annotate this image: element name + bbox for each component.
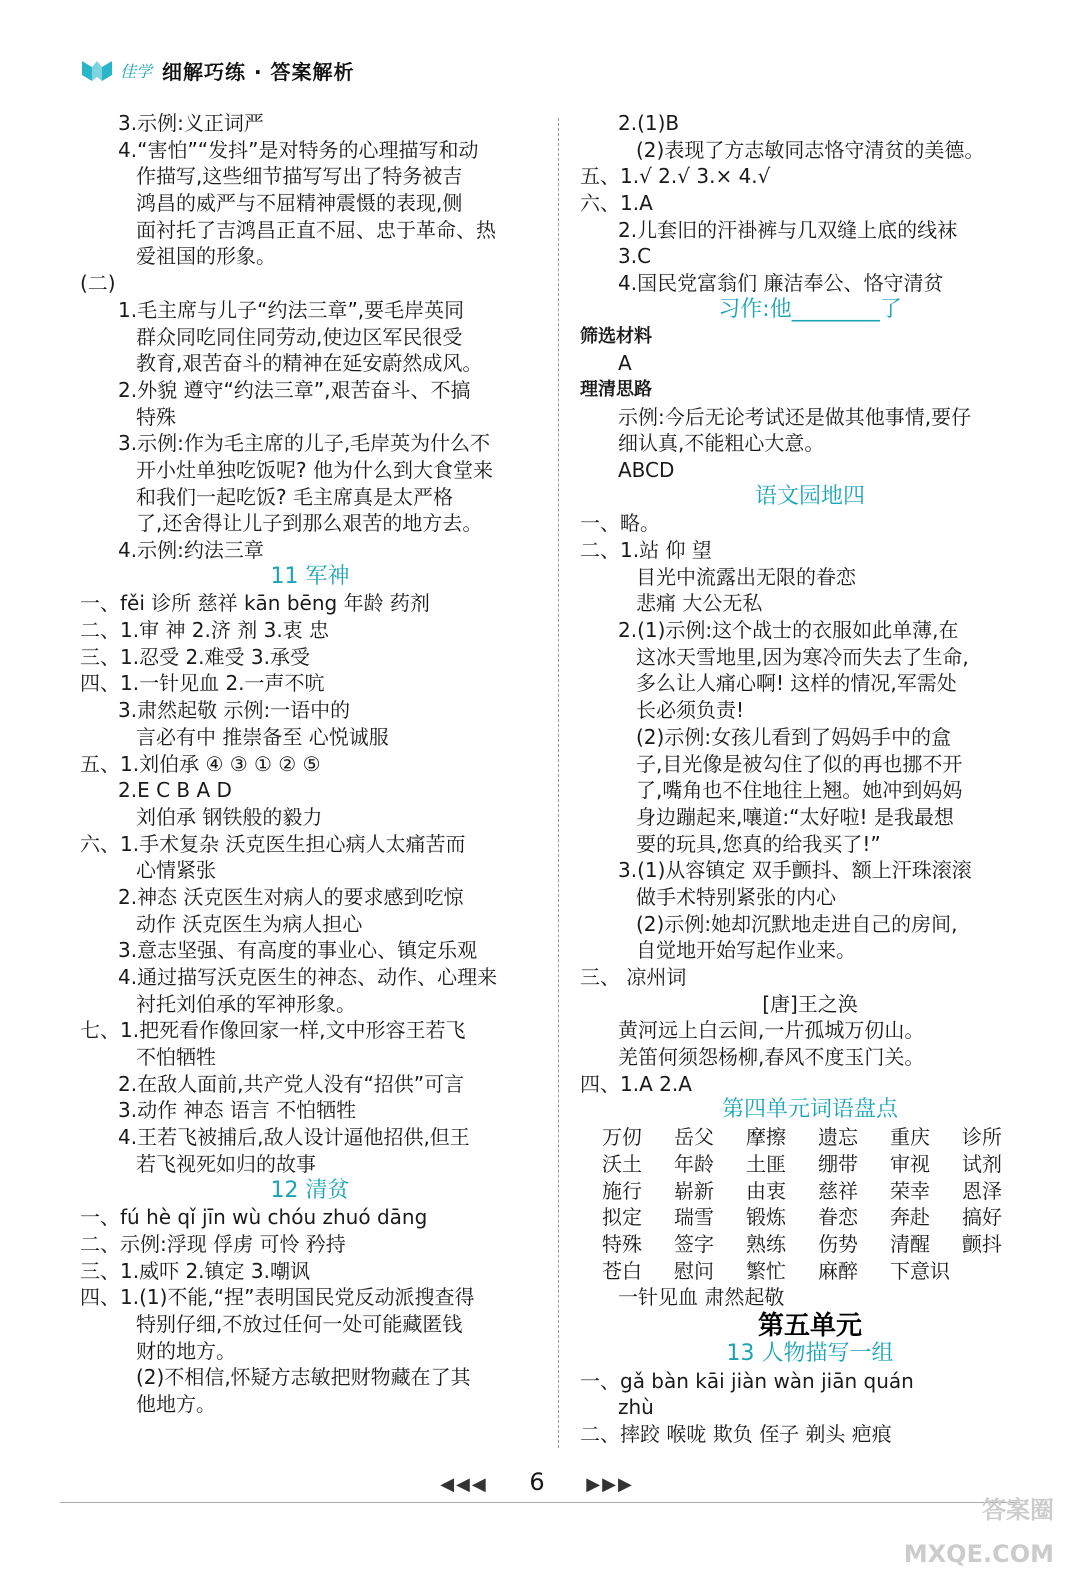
word-item: 繁忙: [746, 1258, 786, 1283]
answer-line: 4.“害怕”“发抖”是对特务的心理描写和动: [118, 137, 479, 162]
answer-line: 3.意志坚强、有高度的事业心、镇定乐观: [118, 938, 478, 963]
right-tail: [580, 1284, 1040, 1447]
word-item: 麻醉: [818, 1258, 858, 1283]
answer-line: 动作 沃克医生为病人担心: [136, 911, 363, 936]
answer-line: 4.通过描写沃克医生的神态、动作、心理来: [118, 965, 498, 989]
answer-line: 刘伯承 钢铁般的毅力: [136, 804, 323, 829]
answer-line: 黄河远上白云间,一片孤城万仞山。: [618, 1018, 925, 1043]
answer-line: 2.神态 沃克医生对病人的要求感到吃惊: [118, 884, 464, 909]
answer-line: 不怕牺牲: [136, 1045, 216, 1070]
word-item: 岳父: [674, 1125, 714, 1150]
answer-line: 二、1.站 仰 望: [580, 538, 712, 562]
left-column: [80, 110, 540, 1418]
answer-line: 3.(1)从容镇定 双手颤抖、额上汗珠滚滚: [618, 858, 972, 883]
answer-line: 鸿昌的威严与不屈精神震慑的表现,侧: [136, 191, 463, 216]
answer-line: zhù: [618, 1395, 654, 1420]
answer-line: 目光中流露出无限的眷恋: [636, 564, 856, 589]
answer-line: 多么让人痛心啊! 这样的情况,军需处: [636, 671, 957, 696]
word-item: 下意识: [890, 1258, 950, 1283]
answer-line: 2.儿套旧的汗褂裤与几双缝上底的线袜: [618, 217, 958, 242]
prev-arrows-icon: ◀◀◀: [440, 1474, 488, 1495]
answer-line: 1.毛主席与儿子“约法三章”,要毛岸英同: [118, 297, 465, 322]
answer-line: 三、1.忍受 2.难受 3.承受: [80, 644, 310, 669]
word-item: 慈祥: [818, 1178, 858, 1203]
word-item: 清醒: [890, 1231, 930, 1256]
answer-line: 羌笛何须怨杨柳,春风不度玉门关。: [618, 1045, 925, 1070]
column-divider: [558, 118, 559, 1448]
section-heading: 12 清贫: [270, 1177, 350, 1203]
answer-line: 3.示例:作为毛主席的儿子,毛岸英为什么不: [118, 431, 491, 456]
answer-line: 四、1.一针见血 2.一声不吭: [80, 671, 325, 696]
answer-line: 特殊: [136, 404, 176, 429]
answer-line: 这冰天雪地里,因为寒冷而失去了生命,: [636, 644, 969, 669]
word-item: 拟定: [602, 1205, 642, 1230]
answer-line: ABCD: [618, 457, 675, 482]
word-item: 审视: [890, 1151, 930, 1176]
sub-label: 筛选材料: [580, 325, 652, 347]
right-column: [580, 110, 1040, 1448]
answer-line: 群众同吃同住同劳动,使边区军民很受: [136, 324, 463, 349]
answer-line: 特别仔细,不放过任何一处可能藏匿钱: [136, 1311, 463, 1336]
page-header: [80, 52, 355, 88]
answer-line: 爱祖国的形象。: [136, 244, 276, 269]
answer-line: 财的地方。: [136, 1338, 236, 1363]
word-item: 颤抖: [962, 1231, 1002, 1256]
answer-line: 做手术特别紧张的内心: [636, 884, 836, 909]
word-item: 诊所: [962, 1125, 1002, 1150]
word-item: 摩擦: [746, 1125, 786, 1150]
word-item: 试剂: [962, 1151, 1002, 1176]
answer-line: 二、1.审 神 2.济 剂 3.衷 忠: [80, 618, 330, 643]
answer-line: 3.示例:义正词严: [118, 111, 264, 135]
word-item: 年龄: [674, 1151, 714, 1176]
section-heading: 第四单元词语盘点: [721, 1097, 898, 1123]
answer-line: 2.(1)示例:这个战士的衣服如此单薄,在: [618, 618, 959, 643]
answer-line: 子,目光像是被勾住了似的再也挪不开: [636, 751, 963, 776]
answer-line: 2.外貌 遵守“约法三章”,艰苦奋斗、不搞: [118, 377, 471, 402]
word-item: 签字: [674, 1231, 714, 1256]
word-item: 遗忘: [818, 1125, 858, 1150]
section-heading: 11 军神: [270, 563, 350, 589]
word-item: 荣幸: [890, 1178, 930, 1203]
answer-line: 五、1.刘伯承 ④ ③ ① ② ⑤: [80, 751, 321, 776]
word-item: 崭新: [674, 1178, 714, 1203]
answer-line: 面衬托了吉鸿昌正直不屈、忠于革命、热: [136, 217, 496, 242]
word-item: 特殊: [602, 1231, 642, 1256]
footer-rule: [60, 1502, 1020, 1503]
answer-line: 衬托刘伯承的军神形象。: [136, 991, 356, 1016]
word-item: 瑞雪: [674, 1205, 714, 1230]
answer-line: (2)不相信,怀疑方志敏把财物藏在了其: [136, 1365, 471, 1390]
answer-line: 七、1.把死看作像回家一样,文中形容王若飞: [80, 1018, 466, 1043]
word-item: 恩泽: [962, 1178, 1002, 1203]
answer-line: 悲痛 大公无私: [636, 591, 763, 616]
answer-line: 四、1.A 2.A: [580, 1071, 692, 1096]
word-item: 锻炼: [746, 1205, 786, 1230]
word-item: 奔赴: [890, 1205, 930, 1230]
answer-line: 3.C: [618, 244, 652, 269]
answer-line: 六、1.A: [580, 191, 653, 216]
answer-line: 4.国民党富翁们 廉洁奉公、恪守清贫: [618, 271, 944, 296]
brand-name: 佳学: [120, 61, 153, 81]
word-item: 眷恋: [818, 1205, 858, 1230]
answer-line: 作描写,这些细节描写写出了特务被吉: [136, 164, 463, 189]
word-item: 由衷: [746, 1178, 786, 1203]
answer-line: A: [618, 351, 632, 376]
answer-line: [唐]王之涣: [762, 991, 858, 1016]
answer-line: (2)示例:她却沉默地走进自己的房间,: [636, 911, 958, 936]
word-item: 沃土: [602, 1151, 642, 1176]
answer-line: 2.(1)B: [618, 111, 680, 135]
word-item: 熟练: [746, 1231, 786, 1256]
answer-line: 细认真,不能粗心大意。: [618, 431, 825, 456]
answer-line: 一、gǎ bàn kāi jiàn wàn jiān quán: [580, 1368, 914, 1393]
word-item: 慰问: [674, 1258, 714, 1283]
answer-line: 三、1.威吓 2.镇定 3.嘲讽: [80, 1258, 310, 1283]
section-heading: 语文园地四: [754, 483, 865, 509]
answer-line: 3.肃然起敬 示例:一语中的: [118, 698, 351, 723]
answer-line: 四、1.(1)不能,“捏”表明国民党反动派搜查得: [80, 1285, 475, 1310]
word-item: 苍白: [602, 1258, 642, 1283]
answer-line: 3.动作 神态 语言 不怕牺牲: [118, 1098, 357, 1123]
header-title: 细解巧练 · 答案解析: [162, 59, 355, 84]
answer-line: 长必须负责!: [636, 698, 745, 723]
answer-line: 2.在敌人面前,共产党人没有“招供”可言: [118, 1071, 465, 1096]
word-item: 万仞: [602, 1125, 642, 1150]
answer-line: 五、1.√ 2.√ 3.× 4.√: [580, 164, 771, 189]
section-heading: 第五单元: [757, 1310, 862, 1341]
book-logo-icon: [80, 57, 114, 83]
sub-label: 理清思路: [580, 378, 652, 400]
answer-line: (2)示例:女孩儿看到了妈妈手中的盒: [636, 724, 952, 749]
answer-line: 一针见血 肃然起敬: [618, 1285, 785, 1310]
answer-line: 三、 凉州词: [580, 965, 687, 989]
word-grid: [580, 1124, 1040, 1284]
answer-line: 一、fú hè qǐ jīn wù chóu zhuó dāng: [80, 1205, 428, 1230]
word-item: 搞好: [962, 1205, 1002, 1230]
answer-line: 要的玩具,您真的给我买了!”: [636, 831, 881, 856]
answer-line: 4.王若飞被捕后,敌人设计逼他招供,但王: [118, 1125, 470, 1150]
answer-line: 教育,艰苦奋斗的精神在延安蔚然成风。: [136, 351, 483, 376]
answer-line: (2)表现了方志敏同志恪守清贫的美德。: [636, 137, 985, 162]
answer-line: 二、示例:浮现 俘虏 可怜 矜持: [80, 1231, 346, 1256]
word-item: 绷带: [818, 1151, 858, 1176]
page-number: 6: [529, 1468, 545, 1496]
answer-line: 一、略。: [580, 511, 660, 536]
answer-line: 2.E C B A D: [118, 778, 232, 803]
right-lines: [580, 110, 1040, 1124]
answer-line: 自觉地开始写起作业来。: [636, 938, 856, 963]
section-heading: 习作:他________了: [718, 296, 902, 322]
answer-line: 和我们一起吃饭? 毛主席真是太严格: [136, 484, 453, 509]
answer-line: 身边蹦起来,嚷道:“太好啦! 是我最想: [636, 804, 954, 829]
answer-line: (二): [80, 271, 116, 296]
answer-line: 了,还舍得让儿子到那么艰苦的地方去。: [136, 511, 483, 536]
answer-line: 言必有中 推崇备至 心悦诚服: [136, 724, 389, 749]
answer-line: 了,嘴角也不住地往上翘。她冲到妈妈: [636, 778, 963, 803]
word-item: 伤势: [818, 1231, 858, 1256]
answer-line: 六、1.手术复杂 沃克医生担心病人太痛苦而: [80, 831, 466, 856]
answer-line: 一、fěi 诊所 慈祥 kān bēng 年龄 药剂: [80, 591, 430, 616]
word-item: 施行: [602, 1178, 642, 1203]
word-item: 重庆: [890, 1125, 930, 1150]
answer-line: 他地方。: [136, 1392, 216, 1416]
answer-line: 心情紧张: [136, 858, 216, 883]
watermark: 答案圈 MXQE.COM: [903, 1496, 1054, 1568]
answer-line: 若飞视死如归的故事: [136, 1151, 316, 1176]
answer-line: 示例:今后无论考试还是做其他事情,要仔: [618, 404, 972, 429]
answer-line: 二、摔跤 喉咙 欺负 侄子 剃头 疤痕: [580, 1422, 892, 1446]
answer-line: 开小灶单独吃饭呢? 他为什么到大食堂来: [136, 457, 493, 482]
next-arrows-icon: ▶▶▶: [586, 1474, 634, 1495]
section-heading: 13 人物描写一组: [726, 1340, 894, 1366]
answer-line: 4.示例:约法三章: [118, 538, 264, 562]
word-item: 土匪: [746, 1151, 786, 1176]
